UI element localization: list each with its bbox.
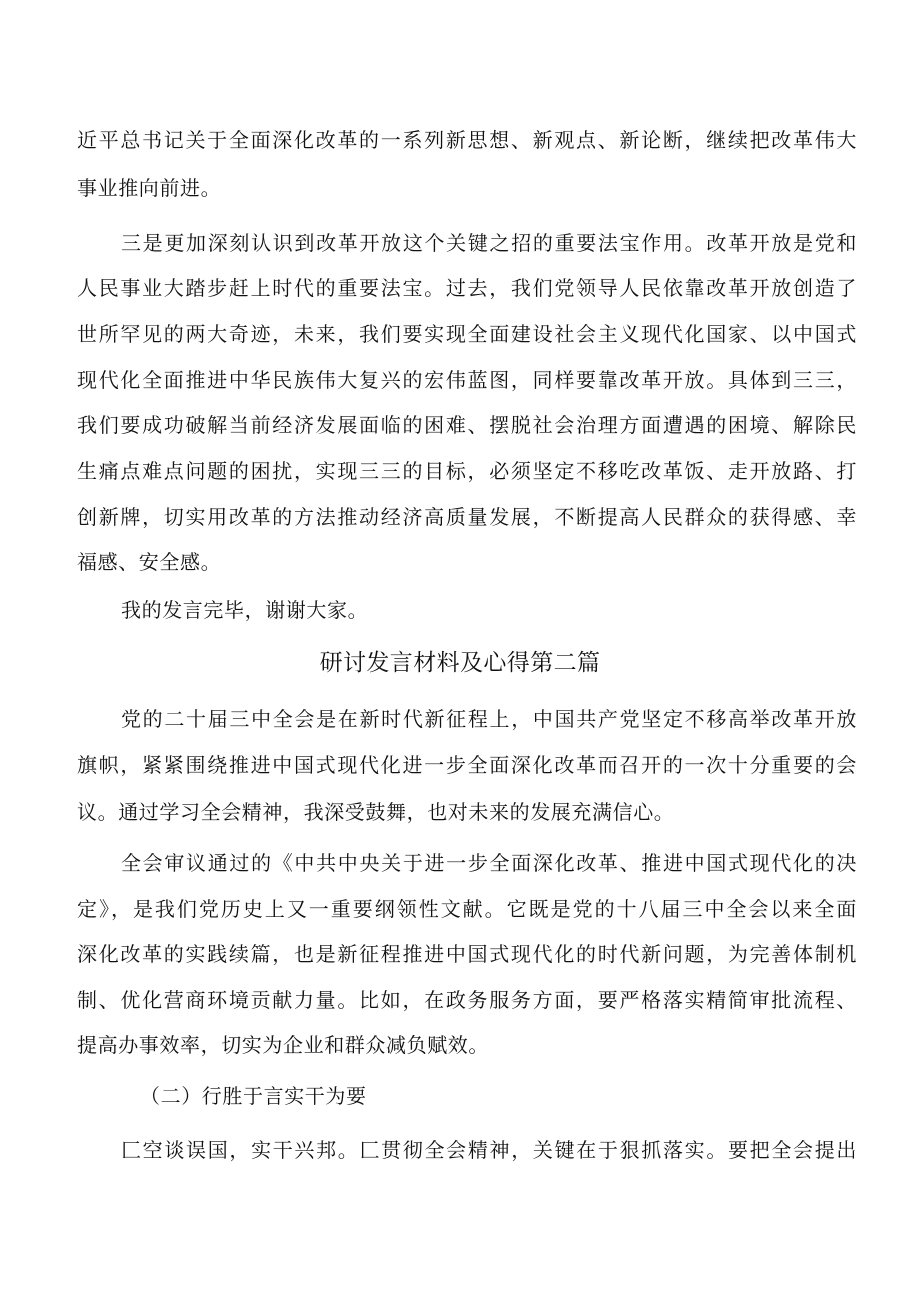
paragraph-three-line-4: 现代化全面推进中华民族伟大复兴的宏伟蓝图，同样要靠改革开放。具体到三三， xyxy=(77,368,857,392)
closing-remark: 我的发言完毕，谢谢大家。 xyxy=(121,598,369,622)
paragraph-plenum-line-1: 党的二十届三中全会是在新时代新征程上，中国共产党坚定不移高举改革开放 xyxy=(121,707,857,731)
paragraph-decision-line-5: 提高办事效率，切实为企业和群众减负赋效。 xyxy=(77,1033,489,1057)
paragraph-three-line-8: 福感、安全感。 xyxy=(77,550,222,574)
paragraph-decision-line-2: 定》，是我们党历史上又一重要纲领性文献。它既是党的十八届三中全会以来全面 xyxy=(77,897,857,921)
paragraph-plenum-line-2: 旗帜，紧紧围绕推进中国式现代化进一步全面深化改革而召开的一次十分重要的会 xyxy=(77,753,857,777)
subheading: （二）行胜于言实干为要 xyxy=(140,1084,367,1108)
paragraph-decision-line-3: 深化改革的实践续篇，也是新征程推进中国式现代化的时代新问题，为完善体制机 xyxy=(77,942,857,966)
paragraph-three-line-3: 世所罕见的两大奇迹，未来，我们要实现全面建设社会主义现代化国家、以中国式 xyxy=(77,322,857,346)
paragraph-three-line-1: 三是更加深刻认识到改革开放这个关键之招的重要法宝作用。改革开放是党和 xyxy=(121,231,857,255)
paragraph-plenum-line-3: 议。通过学习全会精神，我深受鼓舞，也对未来的发展充满信心。 xyxy=(77,800,675,824)
intro-line-2: 事业推向前进。 xyxy=(77,176,222,200)
paragraph-decision-line-4: 制、优化营商环境贡献力量。比如，在政务服务方面，要严格落实精简审批流程、 xyxy=(77,988,857,1012)
section-title: 研讨发言材料及心得第二篇 xyxy=(319,650,601,676)
intro-line-1: 近平总书记关于全面深化改革的一系列新思想、新观点、新论断，继续把改革伟大 xyxy=(77,128,857,152)
paragraph-three-line-6: 生痛点难点问题的困扰，实现三三的目标，必须坚定不移吃改革饭、走开放路、打 xyxy=(77,459,857,483)
paragraph-three-line-2: 人民事业大踏步赶上时代的重要法宝。过去，我们党领导人民依靠改革开放创造了 xyxy=(77,276,857,300)
paragraph-three-line-5: 我们要成功破解当前经济发展面临的困难、摆脱社会治理方面遭遇的困境、解除民 xyxy=(77,413,857,437)
paragraph-action-line-1: 匚空谈误国，实干兴邦。匚贯彻全会精神，关键在于狠抓落实。要把全会提出 xyxy=(121,1138,857,1162)
paragraph-three-line-7: 创新牌，切实用改革的方法推动经济高质量发展，不断提高人民群众的获得感、幸 xyxy=(77,505,857,529)
paragraph-decision-line-1: 全会审议通过的《中共中央关于进一步全面深化改革、推进中国式现代化的决 xyxy=(121,851,857,875)
